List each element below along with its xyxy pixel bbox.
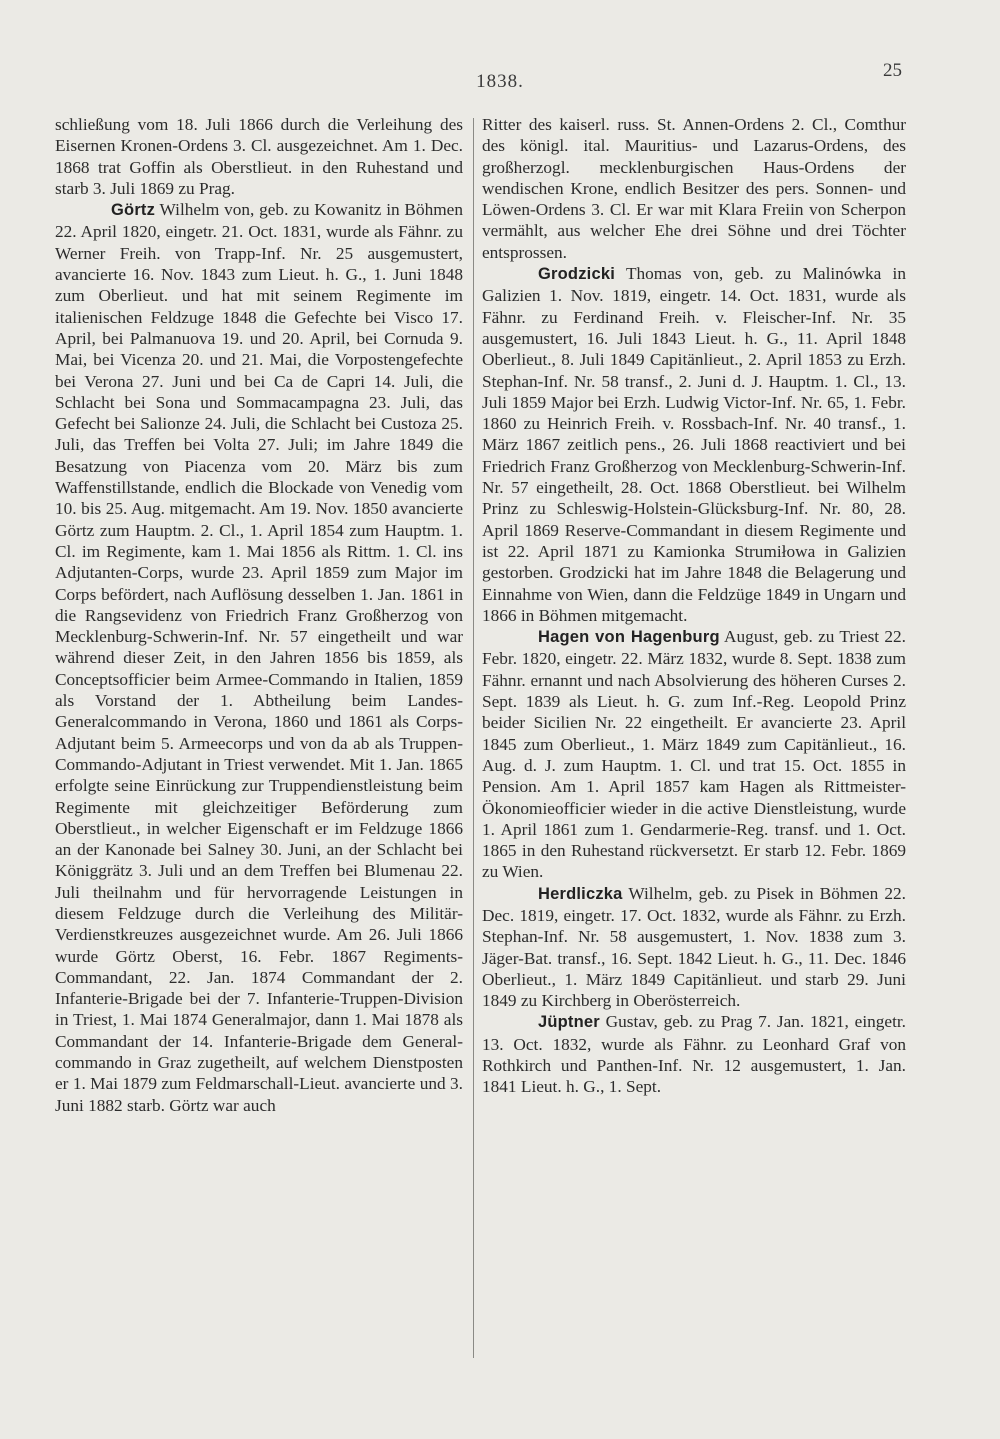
entry-text: Gustav, geb. zu Prag 7. Jan. 1821, eingetr. 13. Oct. 1832, wurde als Fähnr. zu Leonhard Graf von Rothkirch und Panthen-Inf. Nr. 12 ausgemustert, 1. Jan. 1841 Lieut. h. G., 1. Sept. xyxy=(482,1012,906,1097)
biography-entry-hagen xyxy=(482,626,906,883)
entry-text: Thomas von, geb. zu Malinówka in Galizien 1. Nov. 1819, eingetr. 14. Oct. 1831, wurde als Fähnr. zu Ferdinand Freih. v. Fleischer-Inf. Nr. 35 ausgemustert, 16. Juli 1843 Lieut. h. G., 11. April 1848 Oberlieut., 8. Juli 1849 Capitänlieut., 2. April 1853 zu Erzh. Stephan-Inf. Nr. 58 transf., 2. Juni d. J. Hauptm. 1. Cl., 13. Juli 1859 Major bei Erzh. Ludwig Victor-Inf. Nr. 65, 1. Febr. 1860 zu Heinrich Freih. v. Rossbach-Inf. Nr. 40 transf., 1. März 1867 zeitlich pens., 26. Juli 1868 reactiviert und bei Friedrich Franz Großherzog von Mecklenburg-Schwerin-Inf. Nr. 57 eingetheilt, 28. Oct. 1868 Oberstlieut. bei Wilhelm Prinz zu Schleswig-Holstein-Glücksburg-Inf. Nr. 80, 28. April 1869 Reserve-Commandant in diesem Regimente und ist 22. April 1871 zu Kamionka Strumiłowa in Galizien gestorben. Grodzicki hat im Jahre 1848 die Belagerung und Einnahme von Wien, dann die Feldzüge 1849 in Ungarn und 1866 in Böhmen mitgemacht. xyxy=(482,264,906,625)
left-column xyxy=(55,114,463,1116)
biography-entry-grodzicki xyxy=(482,263,906,626)
continued-paragraph: schließung vom 18. Juli 1866 durch die Verleihung des Eisernen Kronen-Ordens 3. Cl. ausgezeichnet. Am 1. Dec. 1868 trat Goffin als Oberstlieut. in den Ruhestand und starb 3. Juli 1869 zu Prag. xyxy=(55,115,463,198)
column-divider xyxy=(473,118,474,1358)
entry-name: Grodzicki xyxy=(538,265,615,284)
entry-text: Wilhelm, geb. zu Pisek in Böhmen 22. Dec. 1819, eingetr. 17. Oct. 1832, wurde als Fähnr. zu Erzh. Stephan-Inf. Nr. 58 ausgemustert, 1. Nov. 1838 zum 3. Jäger-Bat. transf., 16. Sept. 1842 Lieut. h. G., 11. Dec. 1846 Oberlieut., 1. März 1849 Capitänlieut. und starb 29. Juni 1849 zu Kirchberg in Oberösterreich. xyxy=(482,883,906,1011)
page-number: 25 xyxy=(883,60,902,81)
biography-entry-herdliczka xyxy=(482,883,906,1012)
entry-text: Wilhelm von, geb. zu Kowanitz in Böhmen 22. April 1820, eingetr. 21. Oct. 1831, wurde als Fähnr. zu Werner Freih. von Trapp-Inf. Nr. 25 ausgemustert, avancierte 16. Nov. 1843 zum Lieut. h. G., 1. Juni 1848 zum Oberlieut. und hat mit seinem Regimente im italienischen Feldzuge 1848 die Gefechte bei Visco 17. April, bei Palmanuova 19. und 20. April, bei Cornuda 9. Mai, bei Vicenza 20. und 21. Mai, die Vorpostengefechte bei Verona 27. Juni und bei Ca de Capri 14. Juli, die Schlacht bei Sona und Sommacampagna 23. Juli, das Gefecht bei Salionze 24. Juli, die Schlacht bei Custoza 25. Juli, das Treffen bei Volta 27. Juli; im Jahre 1849 die Besatzung von Piacenza vom 20. März bis zum Waffenstillstande, endlich die Blockade von Venedig vom 10. bis 25. Aug. mitgemacht. Am 19. Nov. 1850 avancierte Görtz zum Hauptm. 2. Cl., 1. April 1854 zum Hauptm. 1. Cl. im Regimente, kam 1. Mai 1856 als Rittm. 1. Cl. ins Adjutanten-Corps, wurde 23. April 1859 zum Major im Corps befördert, nach Auflösung desselben 1. Jan. 1861 in die Rangsevidenz von Friedrich Franz Großherzog von Mecklenburg-Schwerin-Inf. Nr. 57 eingetheilt und war während dieser Zeit, in den Jahren 1856 bis 1859, als Conceptsofficier beim Armee-Commando in Italien, 1859 als Vorstand der 1. Abtheilung beim Landes-Generalcommando in Verona, 1860 und 1861 als Corps-Adjutant beim 5. Armeecorps und von da ab als Truppen-Commando-Adjutant in Triest verwendet. Mit 1. Jan. 1865 erfolgte seine Einrückung zur Truppendienstleistung beim Regimente mit gleichzeitiger Beförderung zum Oberstlieut., in welcher Eigenschaft er im Feldzuge 1866 an der Kanonade bei Salney 30. Juni, an der Schlacht bei Königgrätz 3. Juli und an dem Treffen bei Blumenau 22. Juli theilnahm und für hervorragende Leistungen in diesem Feldzuge durch die Verleihung des Militär-Verdienstkreuzes ausgezeichnet wurde. Am 26. Juli 1866 wurde Görtz Oberst, 16. Febr. 1867 Regiments-Commandant, 22. Jan. 1874 Commandant der 2. Infanterie-Brigade bei der 7. Infanterie-Truppen-Division in Triest, 1. Mai 1874 Generalmajor, dann 1. Mai 1878 als Commandant der 14. Infanterie-Brigade dem General-commando in Graz zugetheilt, auf welchem Dienstposten er 1. Mai 1879 zum Feldmarschall-Lieut. avancierte und 3. Juni 1882 starb. Görtz war auch xyxy=(55,200,463,1115)
running-head-year: 1838. xyxy=(476,71,524,92)
biography-entry-goertz xyxy=(55,199,463,1116)
right-column xyxy=(482,114,906,1098)
entry-text: August, geb. zu Triest 22. Febr. 1820, eingetr. 22. März 1832, wurde 8. Sept. 1838 zum Fähnr. ernannt und nach Absolvierung des höheren Curses 2. Sept. 1839 als Lieut. h. G. zum Inf.-Reg. Leopold Prinz beider Sicilien Nr. 22 eingetheilt. Er avancierte 23. April 1845 zum Oberlieut., 1. März 1849 zum Capitänlieut., 16. Aug. d. J. zum Hauptm. 1. Cl. und trat 15. Oct. 1855 in Pension. Am 1. April 1857 kam Hagen als Rittmeister-Ökonomieofficier wieder in die active Dienstleistung, wurde 1. April 1861 zum 1. Gendarmerie-Reg. transf. und 1. Oct. 1865 in den Ruhestand rückversetzt. Er starb 12. Febr. 1869 zu Wien. xyxy=(482,627,906,882)
entry-name: Herdliczka xyxy=(538,884,623,903)
entry-name: Jüptner xyxy=(538,1013,600,1032)
entry-name: Hagen von Hagenburg xyxy=(538,628,720,647)
continued-paragraph: Ritter des kaiserl. russ. St. Annen-Ordens 2. Cl., Comthur des königl. ital. Mauritius- und Lazarus-Ordens, des großherzogl. mecklenburgischen Haus-Ordens der wendischen Krone, endlich Besitzer des pers. Sonnen- und Löwen-Ordens 3. Cl. Er war mit Klara Freiin von Scherpon vermählt, aus welcher Ehe drei Söhne und drei Töchter entsprossen. xyxy=(482,115,906,262)
biography-entry-juptner xyxy=(482,1011,906,1097)
entry-name: Görtz xyxy=(111,201,156,220)
